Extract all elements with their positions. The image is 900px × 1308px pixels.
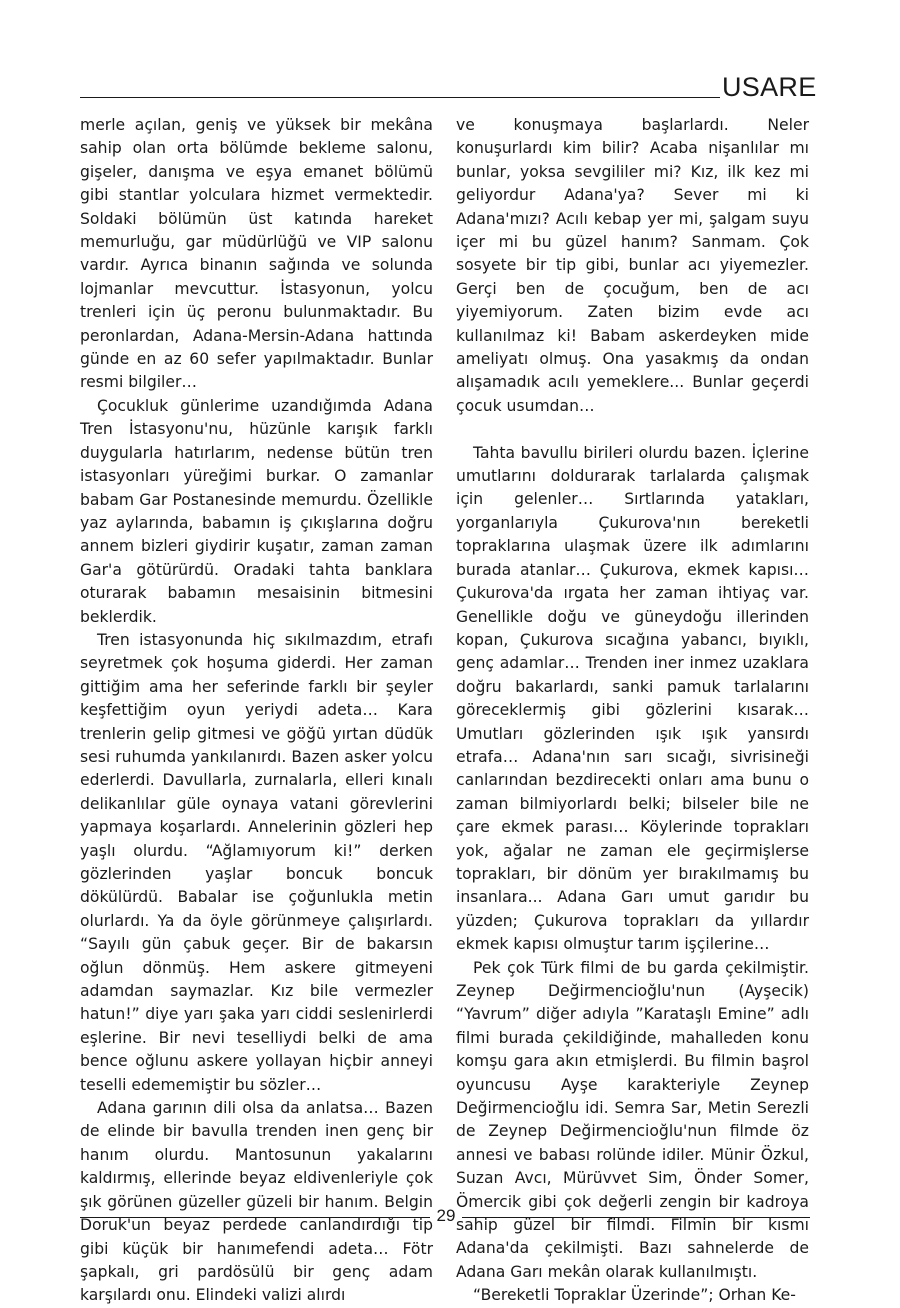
paragraph: Adana garının dili olsa da anlatsa… Bazen de elinde bir bavulla trenden inen genç bir hanım olurdu. Mantosunun yakalarını kaldırmış, ellerinde beyaz eldivenleriyle çok şık görünen güzeller güzeli bir hanım. Belgin Doruk'un beyaz perdede canlandırdığı tip gibi küçük bir hanımefendi adeta… Fötr şapkalı, gri pardösülü bir genç adam karşılardı onu. Elindeki valizi alırdı xyxy=(80,1099,433,1305)
paragraph: “Bereketli Topraklar Üzerinde”; Orhan Ke- xyxy=(473,1286,796,1305)
paragraph: merle açılan, geniş ve yüksek bir mekâna sahip olan orta bölümde bekleme salonu, gişeler, danışma ve eşya emanet bölümü gibi stantlar yolculara hizmet vermektedir. Soldaki bölümün üst katında hareket memurluğu, gar müdürlüğü ve VIP salonu vardır. Ayrıca binanın sağında ve solunda lojmanlar mevcuttur. İstasyonun, yolcu trenleri için üç peronu bulunmaktadır. Bu peronlardan, Adana-Mersin-Adana hattında günde en az 60 sefer yapılmaktadır. Bunlar resmi bilgiler… xyxy=(80,116,433,392)
paragraph: Çocukluk günlerime uzandığımda Adana Tren İstasyonu'nu, hüzünle karışık farklı duygularla hatırlarım, nedense bütün tren istasyonları yüreğimi burkar. O zamanlar babam Gar Postanesinde memurdu. Özellikle yaz aylarında, babamın iş çıkışlarına doğru annem bizleri giydirir kuşatır, zaman zaman Gar'a götürürdü. Oradaki tahta banklara oturarak babamın mesaisinin bitmesini beklerdik. xyxy=(80,396,433,626)
footer-rule-right xyxy=(462,1217,810,1218)
left-column xyxy=(80,114,433,1308)
paragraph: Tren istasyonunda hiç sıkılmazdım, etrafı seyretmek çok hoşuma giderdi. Her zaman gittiğim ama her seferinde farklı bir şeyler keşfettiğim oyun yeriydi adeta… Kara trenlerin gelip gitmesi ve göğü yırtan düdük sesi ruhumda yankılanırdı. Bazen asker yolcu ederlerdi. Davullarla, zurnalarla, elleri kınalı delikanlılar güle oynaya vatani görevlerini yapmaya koşarlardı. Annelerinin gözleri hep yaşlı olurdu. “Ağlamıyorum ki!” derken gözlerinden yaşlar boncuk boncuk dökülürdü. Babalar ise çoğunlukla metin olurlardı. Ya da öyle görünmeye çalışırlardı. “Sayılı gün çabuk geçer. Bir de bakarsın oğlun dönmüş. Hem askere gitmeyeni adamdan saymazlar. Kız bile vermezler hatun!” diye yarı şaka yarı ciddi seslenirlerdi eşlerine. Bir nevi teselliydi belki de ama bence oğlunu askere yollayan hiçbir anneyi teselli edememiştir bu sözler… xyxy=(80,630,433,1094)
paragraph: Tahta bavullu birileri olurdu bazen. İçlerine umutlarını doldurarak tarlalarda çalışmak için gelenler… Sırtlarında yatakları, yorganlarıyla Çukurova'nın bereketli topraklarına ulaşmak üzere ilk adımlarını burada atanlar… Çukurova, ekmek kapısı… Çukurova'da ırgata her zaman ihtiyaç var. Genellikle doğu ve güneydoğu illerinden kopan, Çukurova sıcağına yabancı, bıyıklı, genç adamlar… Trenden iner inmez uzaklara doğru bakarlardı, sanki pamuk tarlalarını göreceklermiş gibi gözlerini kısarak… Umutları gözlerinden ışık ışık yansırdı etrafa… Adana'nın sarı sıcağı, sivrisineği canlarından bezdirecekti onları ama bunu o zaman bilmiyorlardı belki; bilseler bile ne çare ekmek parası… Köylerinde toprakları yok, ağalar ne zaman ele geçirmişlerse toprakları, bir dönüm yer bırakılmamış bu insanlara... Adana Garı umut garıdır bu yüzden; Çukurova toprakları da yıllardır ekmek kapısı olmuştur tarım işçilerine… xyxy=(456,443,809,954)
paragraph: Pek çok Türk filmi de bu garda çekilmiştir. Zeynep Değirmencioğlu'nun (Ayşecik) “Yavrum” diğer adıyla ”Karataşlı Emine” adlı filmi burada çekildiğinde, mahalleden konu komşu gara akın etmişlerdi. Bu filmin başrol oyuncusu Ayşe karakteriyle Zeynep Değirmencioğlu idi. Semra Sar, Metin Serezli de Zeynep Değirmencioğlu'nun filmde öz annesi ve babası rolünde idiler. Münir Özkul, Suzan Avcı, Mürüvvet Sim, Önder Somer, Ömercik gibi çok değerli zengin bir kadroya sahip güzel bir filmdi. Filmin bir kısmı Adana'da çekilmişti. Bazı sahnelerde de Adana Garı mekân olarak kullanılmıştı. xyxy=(456,958,809,1281)
footer-rule-left xyxy=(80,1217,430,1218)
header-rule xyxy=(80,97,720,98)
right-column xyxy=(456,114,809,1308)
magazine-name: USARE xyxy=(722,72,817,102)
paragraph: ve konuşmaya başlarlardı. Neler konuşurlardı kim bilir? Acaba nişanlılar mı bunlar, yoksa sevgililer mi? Kız, ilk kez mi geliyordur Adana'ya? Sever mi ki Adana'mızı? Acılı kebap yer mi, şalgam suyu içer mi bu güzel hanım? Sanmam. Çok sosyete bir tip gibi, bunlar acı yiyemezler. Gerçi ben de çocuğum, ben de acı yiyemiyorum. Zaten bizim evde acı kullanılmaz ki! Babam askerdeyken mide ameliyatı olmuş. Ona yasakmış da ondan alışamadık acılı yemeklere... Bunlar geçerdi çocuk usumdan… xyxy=(456,116,809,415)
page-number: 29 xyxy=(436,1206,456,1225)
